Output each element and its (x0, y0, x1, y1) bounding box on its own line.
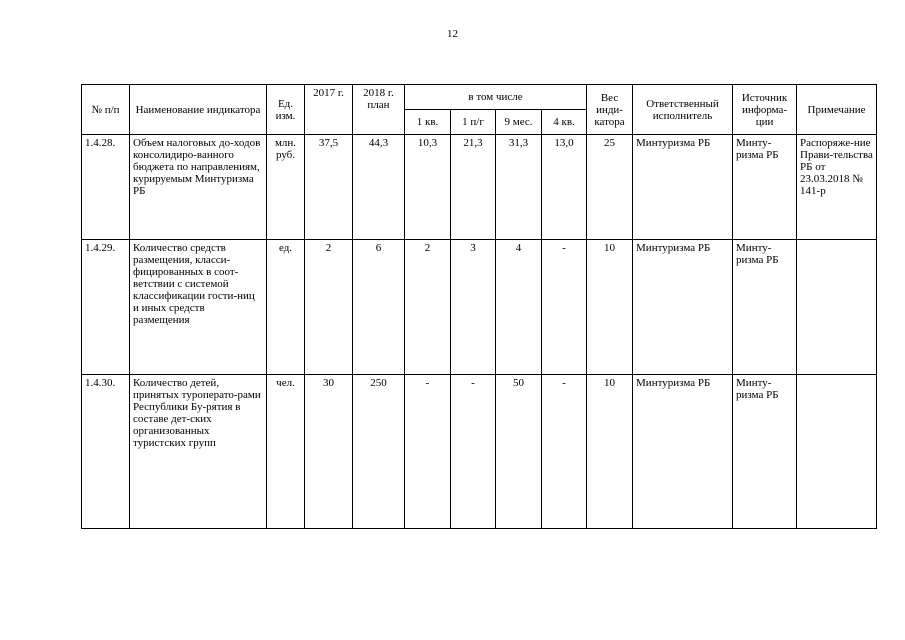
cell-unit: чел. (267, 375, 305, 529)
header-row (82, 85, 877, 110)
page-number: 12 (447, 28, 458, 40)
cell-unit: млн. руб. (267, 135, 305, 240)
cell-q1: - (405, 375, 451, 529)
cell-q1: 2 (405, 240, 451, 375)
header-num: № п/п (82, 85, 130, 135)
cell-9m: 31,3 (496, 135, 542, 240)
header-note: Примечание (797, 85, 877, 135)
cell-q1: 10,3 (405, 135, 451, 240)
cell-note (797, 240, 877, 375)
cell-name: Объем налоговых до-ходов консолидиро-ванного бюджета по направлениям, курируемым Минтуризма РБ (130, 135, 267, 240)
header-h1: 1 п/г (451, 110, 496, 135)
header-responsible: Ответственный исполнитель (633, 85, 733, 135)
header-weight: Вес инди-катора (587, 85, 633, 135)
cell-h1: - (451, 375, 496, 529)
header-source: Источник информа-ции (733, 85, 797, 135)
cell-2018: 250 (353, 375, 405, 529)
cell-2018: 6 (353, 240, 405, 375)
table-row (82, 240, 877, 375)
cell-q4: - (542, 240, 587, 375)
header-9m: 9 мес. (496, 110, 542, 135)
cell-source: Минту-ризма РБ (733, 375, 797, 529)
cell-q4: - (542, 375, 587, 529)
cell-2017: 2 (305, 240, 353, 375)
cell-source: Минту-ризма РБ (733, 240, 797, 375)
cell-num: 1.4.29. (82, 240, 130, 375)
cell-h1: 3 (451, 240, 496, 375)
cell-name: Количество детей, принятых туроперато-рами Республики Бу-рятия в составе дет-ских организованных туристских групп (130, 375, 267, 529)
header-q1: 1 кв. (405, 110, 451, 135)
cell-unit: ед. (267, 240, 305, 375)
header-2018: 2018 г. план (353, 85, 405, 135)
cell-note (797, 375, 877, 529)
header-unit: Ед. изм. (267, 85, 305, 135)
cell-2017: 37,5 (305, 135, 353, 240)
cell-2017: 30 (305, 375, 353, 529)
cell-9m: 50 (496, 375, 542, 529)
header-2017: 2017 г. (305, 85, 353, 135)
cell-weight: 25 (587, 135, 633, 240)
header-q4: 4 кв. (542, 110, 587, 135)
cell-h1: 21,3 (451, 135, 496, 240)
header-including: в том числе (405, 85, 587, 110)
cell-num: 1.4.30. (82, 375, 130, 529)
cell-responsible: Минтуризма РБ (633, 375, 733, 529)
cell-name: Количество средств размещения, класси-фицированных в соот-ветствии с системой классификации гости-ниц и иных средств размещения (130, 240, 267, 375)
header-name: Наименование индикатора (130, 85, 267, 135)
cell-2018: 44,3 (353, 135, 405, 240)
cell-responsible: Минтуризма РБ (633, 240, 733, 375)
cell-source: Минту-ризма РБ (733, 135, 797, 240)
cell-num: 1.4.28. (82, 135, 130, 240)
cell-weight: 10 (587, 375, 633, 529)
table-row (82, 375, 877, 529)
cell-9m: 4 (496, 240, 542, 375)
cell-note: Распоряже-ние Прави-тельства РБ от 23.03.2018 № 141-р (797, 135, 877, 240)
table-row (82, 135, 877, 240)
indicators-table (81, 84, 877, 529)
cell-weight: 10 (587, 240, 633, 375)
cell-responsible: Минтуризма РБ (633, 135, 733, 240)
cell-q4: 13,0 (542, 135, 587, 240)
